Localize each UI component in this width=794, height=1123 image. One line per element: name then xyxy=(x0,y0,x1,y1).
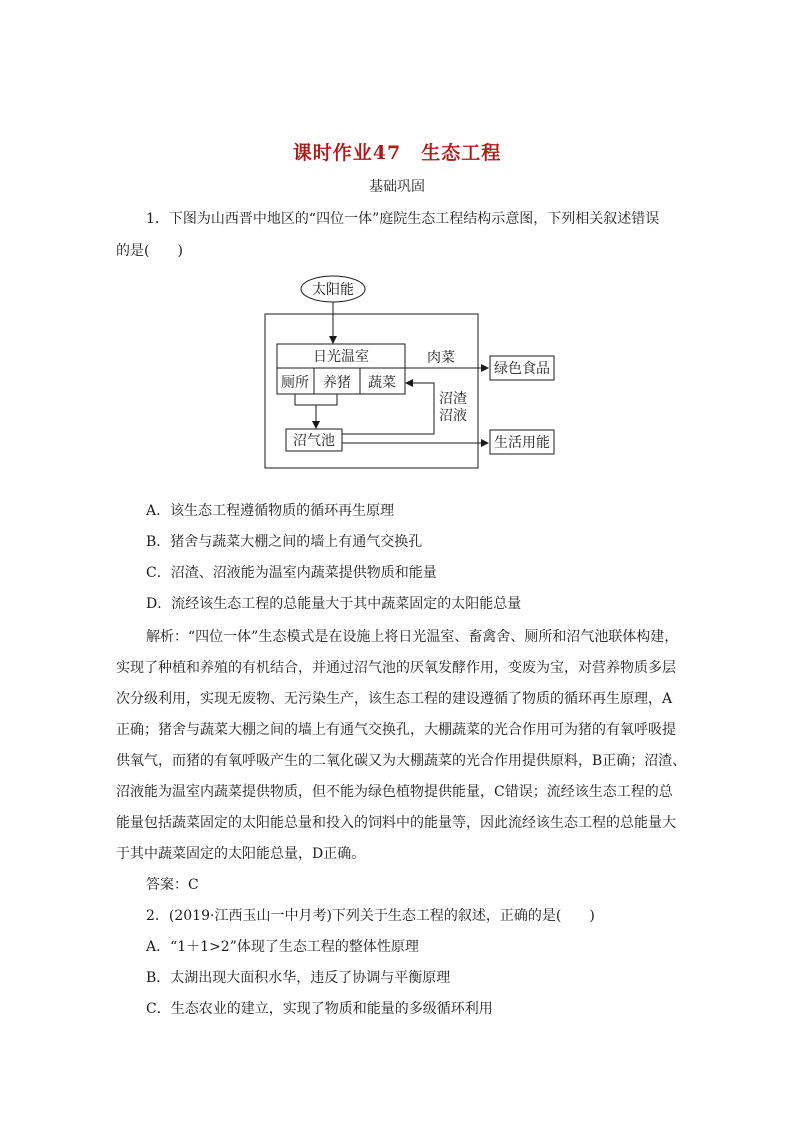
residue-label: 沼渣 xyxy=(439,391,467,407)
q2-option-b: B．太湖出现大面积水华，违反了协调与平衡原理 xyxy=(146,970,451,986)
sun-label: 太阳能 xyxy=(312,282,354,298)
analysis-line-3: 次分级利用，实现无废物、无污染生产，该生态工程的建设遵循了物质的循环再生原理，A xyxy=(116,691,673,707)
connector-toilet-pig xyxy=(295,394,337,405)
biogas-label: 沼气池 xyxy=(293,433,335,449)
q2-option-c: C．生态农业的建立，实现了物质和能量的多级循环利用 xyxy=(146,1001,493,1017)
page-title: 课时作业47 生态工程 xyxy=(292,142,502,164)
pig-label: 养猪 xyxy=(323,375,351,391)
q1-option-d: D．流经该生态工程的总能量大于其中蔬菜固定的太阳能总量 xyxy=(146,596,522,612)
veg-label: 蔬菜 xyxy=(368,375,396,391)
eco-engineering-diagram xyxy=(260,272,570,472)
q2-stem: 2．(2019·江西玉山一中月考)下列关于生态工程的叙述，正确的是( ) xyxy=(146,908,595,924)
analysis-line-8: 于其中蔬菜固定的太阳能总量，D正确。 xyxy=(116,846,366,862)
analysis-line-7: 能量包括蔬菜固定的太阳能总量和投入的饲料中的能量等，因此流经该生态工程的总能量大 xyxy=(116,815,676,831)
analysis-line-5: 供氧气，而猪的有氧呼吸产生的二氧化碳又为大棚蔬菜的光合作用提供原料，B正确；沼渣、 xyxy=(116,753,687,769)
q1-stem-line-1: 1．下图为山西晋中地区的“四位一体”庭院生态工程结构示意图，下列相关叙述错误 xyxy=(146,211,660,227)
green-food-label: 绿色食品 xyxy=(494,361,550,377)
q1-option-c: C．沼渣、沼液能为温室内蔬菜提供物质和能量 xyxy=(146,565,437,581)
meat-veg-label: 肉菜 xyxy=(427,350,455,366)
energy-label: 生活用能 xyxy=(494,435,550,451)
analysis-line-4: 正确；猪舍与蔬菜大棚之间的墙上有通气交换孔，大棚蔬菜的光合作用可为猪的有氧呼吸提 xyxy=(116,722,676,738)
analysis-line-2: 实现了种植和养殖的有机结合，并通过沼气池的厌氧发酵作用，变废为宝，对营养物质多层 xyxy=(116,660,676,676)
toilet-label: 厕所 xyxy=(281,375,309,391)
analysis-line-6: 沼液能为温室内蔬菜提供物质，但不能为绿色植物提供能量，C错误；流经该生态工程的总 xyxy=(116,784,673,800)
greenhouse-label: 日光温室 xyxy=(313,349,369,365)
q1-stem-line-2: 的是( ) xyxy=(116,243,183,259)
q1-answer: 答案：C xyxy=(146,877,199,893)
analysis-line-1: 解析：“四位一体”生态模式是在设施上将日光温室、畜禽舍、厕所和沼气池联体构建， xyxy=(146,629,679,645)
q2-option-a: A．“1＋1>2”体现了生态工程的整体性原理 xyxy=(146,939,419,955)
liquid-label: 沼液 xyxy=(439,408,467,424)
q1-option-a: A．该生态工程遵循物质的循环再生原理 xyxy=(146,503,395,519)
q1-option-b: B．猪舍与蔬菜大棚之间的墙上有通气交换孔 xyxy=(146,534,423,550)
section-heading: 基础巩固 xyxy=(369,179,425,195)
